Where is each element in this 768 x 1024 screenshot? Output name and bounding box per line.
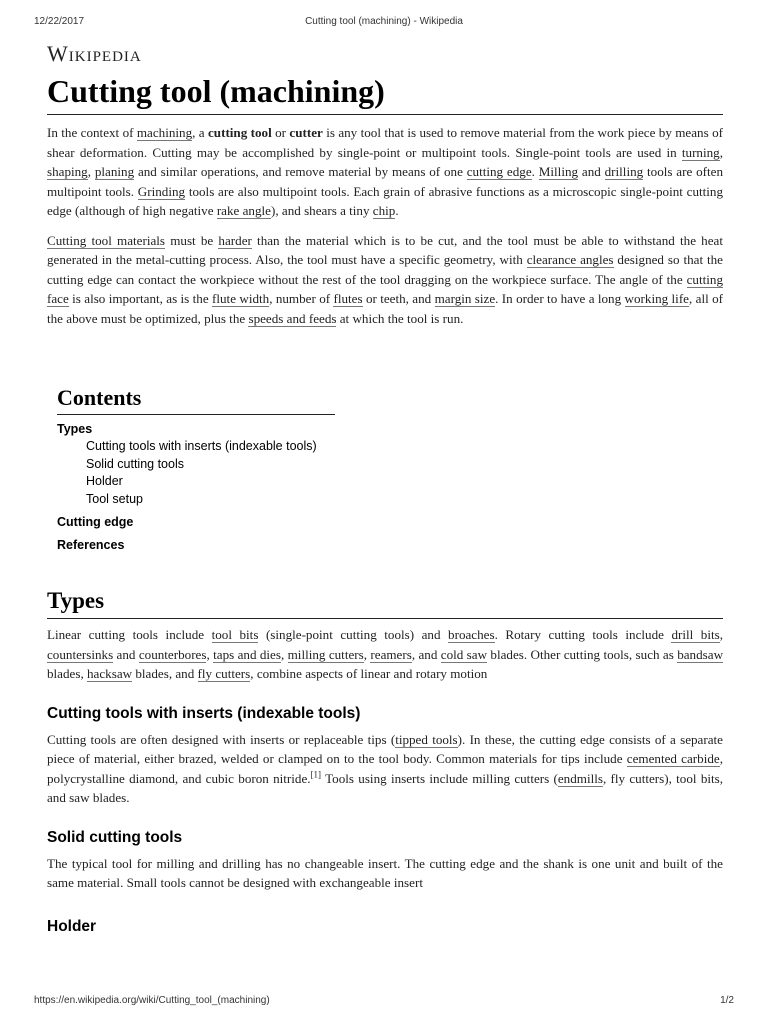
inserts-paragraph: Cutting tools are often designed with inserts or replaceable tips (tipped tools). In these, the cutting edge consists of a separate piece of material, either brazed, welded or clamped on to the tool body. Common materials for tips include cemented carbide, polycrystalline diamond, and cubic boron nitride.[1] Tools using inserts include milling cutters (endmills, fly cutters), tool bits, and saw blades. bbox=[47, 731, 724, 805]
intro-paragraph-1: In the context of machining, a cutting tool or cutter is any tool that is used to remove material from the work piece by means of shear deformation. Cutting may be accomplished by single-point or multipoint tools. Single-point tools are used in turning, shaping, planing and similar operations, and remove material by means of one cutting edge. Milling and drilling tools are often multipoint tools. Grinding tools are also multipoint tools. Each grain of abrasive functions as a microscopic single-point cutting edge (although of high negative rake angle), and shears a tiny chip. bbox=[47, 125, 724, 218]
page-title: Cutting tool (machining) bbox=[47, 70, 723, 115]
article-content bbox=[47, 40, 723, 937]
link-planing[interactable]: planing bbox=[94, 164, 135, 179]
toc-item-inserts[interactable]: Cutting tools with inserts (indexable tools) bbox=[86, 439, 317, 453]
link-endmills[interactable]: endmills bbox=[557, 770, 603, 786]
link-rake-angle[interactable]: rake angle bbox=[216, 203, 271, 218]
link-counterbores[interactable]: counterbores bbox=[138, 646, 207, 662]
print-url: https://en.wikipedia.org/wiki/Cutting_tool_(machining) bbox=[34, 995, 270, 1006]
link-taps-and-dies[interactable]: taps and dies bbox=[213, 646, 281, 662]
bold-cutting-tool: cutting tool bbox=[207, 125, 272, 140]
link-flutes[interactable]: flutes bbox=[333, 291, 363, 306]
link-speeds-and-feeds[interactable]: speeds and feeds bbox=[248, 310, 337, 326]
print-page-number: 1/2 bbox=[720, 995, 734, 1006]
link-cutting-tool-materials[interactable]: Cutting tool materials bbox=[47, 232, 166, 248]
link-harder[interactable]: harder bbox=[218, 232, 252, 248]
link-drilling[interactable]: drilling bbox=[604, 164, 644, 179]
link-milling[interactable]: Milling bbox=[538, 164, 579, 179]
reference-marker[interactable]: [1] bbox=[310, 769, 322, 780]
link-milling-cutters[interactable]: milling cutters bbox=[287, 646, 364, 662]
link-shaping[interactable]: shaping bbox=[47, 164, 88, 179]
toc-item-references[interactable]: References bbox=[57, 538, 125, 552]
link-broaches[interactable]: broaches bbox=[448, 627, 495, 642]
link-hacksaw[interactable]: hacksaw bbox=[87, 666, 133, 681]
link-cutting-face[interactable]: cutting face bbox=[47, 271, 723, 306]
print-footer bbox=[34, 995, 734, 1009]
intro-paragraph-2: Cutting tool materials must be harder than the material which is to be cut, and the tool must be able to withstand the heat generated in the metal-cutting process. Also, the tool must have a specific geometry, with clearance angles designed so that the cutting edge can contact the workpiece without the rest of the tool dragging on the workpiece surface. The angle of the cutting face is also important, as is the flute width, number of flutes or teeth, and margin size. In order to have a long working life, all of the above must be optimized, plus the speeds and feeds at which the tool is run. bbox=[47, 232, 724, 326]
link-clearance-angles[interactable]: clearance angles bbox=[526, 252, 614, 267]
link-tipped-tools[interactable]: tipped tools bbox=[395, 731, 458, 747]
link-cutting-edge[interactable]: cutting edge bbox=[466, 164, 532, 179]
section-heading-types: Types bbox=[47, 586, 723, 619]
toc-item-solid-cutting-tools[interactable]: Solid cutting tools bbox=[86, 456, 184, 471]
link-tool-bits[interactable]: tool bits bbox=[211, 627, 259, 642]
toc-item-types[interactable]: Types bbox=[57, 422, 93, 436]
toc-item-tool-setup[interactable]: Tool setup bbox=[86, 491, 143, 506]
print-date: 12/22/2017 bbox=[34, 16, 85, 27]
toc-item-cutting-edge[interactable]: Cutting edge bbox=[57, 515, 134, 529]
link-reamers[interactable]: reamers bbox=[370, 646, 412, 662]
types-paragraph: Linear cutting tools include tool bits (single-point cutting tools) and broaches. Rotary cutting tools include drill bits, countersinks and counterbores, taps and dies, milling cutters, reamers, and cold saw blades. Other cutting tools, such as bandsaw blades, hacksaw blades, and fly cutters, combine aspects of linear and rotary motion bbox=[47, 627, 724, 681]
subsection-heading-holder: Holder bbox=[47, 917, 97, 935]
link-bandsaw[interactable]: bandsaw bbox=[677, 646, 724, 662]
link-working-life[interactable]: working life bbox=[624, 291, 689, 306]
link-flute-width[interactable]: flute width bbox=[212, 291, 270, 306]
link-countersinks[interactable]: countersinks bbox=[47, 646, 114, 662]
subsection-heading-inserts: Cutting tools with inserts (indexable tools) bbox=[47, 704, 361, 722]
toc-list bbox=[57, 421, 335, 554]
toc-title: Contents bbox=[57, 384, 335, 415]
link-fly-cutters[interactable]: fly cutters bbox=[197, 666, 251, 681]
bold-cutter: cutter bbox=[289, 125, 323, 140]
link-drill-bits[interactable]: drill bits bbox=[671, 627, 720, 642]
wikipedia-wordmark[interactable]: Wikipedia bbox=[47, 41, 142, 66]
print-header bbox=[34, 16, 734, 30]
solid-paragraph: The typical tool for milling and drilling has no changeable insert. The cutting edge and the shank is one unit and built of the same material. Small tools cannot be designed with exchangeable insert bbox=[47, 855, 723, 890]
table-of-contents bbox=[57, 384, 335, 554]
link-machining[interactable]: machining bbox=[136, 125, 193, 140]
print-page-title: Cutting tool (machining) - Wikipedia bbox=[305, 16, 463, 27]
link-grinding[interactable]: Grinding bbox=[137, 183, 186, 199]
subsection-heading-solid: Solid cutting tools bbox=[47, 828, 183, 846]
link-cemented-carbide[interactable]: cemented carbide bbox=[626, 751, 720, 766]
toc-item-holder[interactable]: Holder bbox=[86, 474, 123, 488]
link-cold-saw[interactable]: cold saw bbox=[440, 646, 488, 662]
link-turning[interactable]: turning bbox=[681, 144, 720, 160]
link-margin-size[interactable]: margin size bbox=[434, 291, 496, 306]
link-chip[interactable]: chip bbox=[372, 203, 396, 218]
